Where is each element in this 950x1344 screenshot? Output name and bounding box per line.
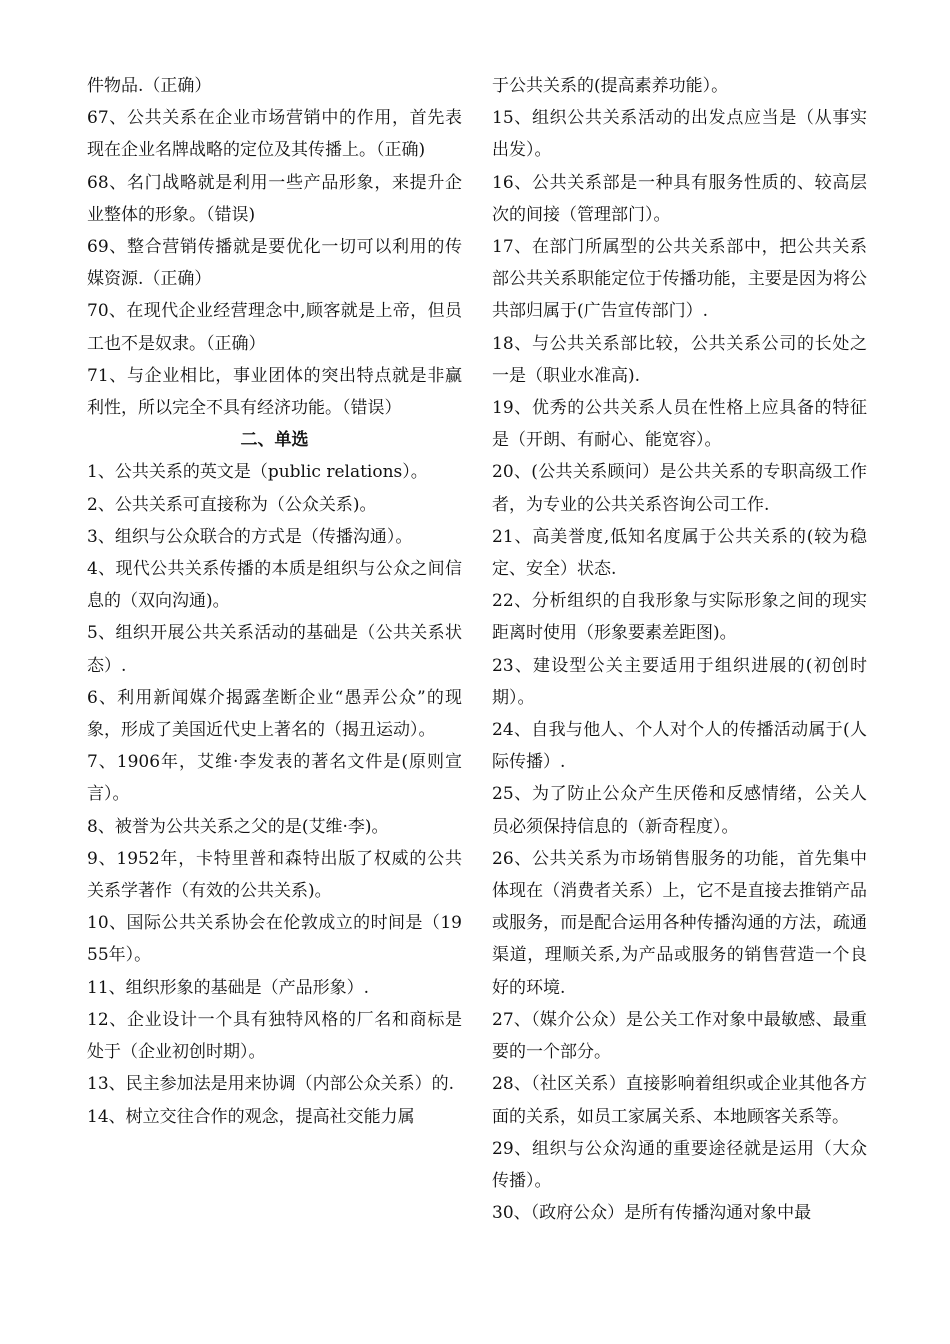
- list-item: 29、组织与公众沟通的重要途径就是运用（大众传播）。: [492, 1138, 867, 1191]
- list-item: 4、现代公共关系传播的本质是组织与公众之间信息的（双向沟通)。: [87, 559, 462, 612]
- list-item: 于公共关系的(提高素养功能）。: [492, 76, 729, 96]
- list-item: 22、分析组织的自我形象与实际形象之间的现实距离时使用（形象要素差距图)。: [492, 591, 867, 644]
- list-item: 25、为了防止公众产生厌倦和反感情绪，公关人员必须保持信息的（新奇程度）。: [492, 784, 867, 837]
- list-item: 18、与公共关系部比较，公共关系公司的长处之一是（职业水准高).: [492, 333, 867, 386]
- list-item: 19、优秀的公共关系人员在性格上应具备的特征是（开朗、有耐心、能宽容）。: [492, 398, 867, 451]
- list-item: 11、组织形象的基础是（产品形象）.: [87, 977, 370, 998]
- right-column: [492, 70, 867, 1229]
- list-item: 30、（政府公众）是所有传播沟通对象中最: [492, 1203, 812, 1224]
- list-item: 21、高美誉度,低知名度属于公共关系的(较为稳定、安全）状态.: [492, 526, 867, 580]
- list-item: 7、1906年，艾维·李发表的著名文件是(原则宣言）。: [87, 752, 462, 805]
- section-title: 二、单选: [240, 430, 309, 451]
- list-item: 13、民主参加法是用来协调（内部公众关系）的.: [87, 1074, 455, 1095]
- list-item: 69、整合营销传播就是要优化一切可以利用的传媒资源.（正确）: [87, 237, 462, 290]
- list-item: 件物品.（正确）: [87, 76, 212, 96]
- list-item: 1、公共关系的英文是（public relations）。: [87, 462, 428, 483]
- list-item: 23、建设型公关主要适用于组织进展的(初创时期）。: [492, 655, 867, 708]
- list-item: 2、公共关系可直接称为（公众关系)。: [87, 494, 377, 515]
- list-item: 27、（媒介公众）是公关工作对象中最敏感、最重要的一个部分。: [492, 1009, 867, 1063]
- list-item: 71、与企业相比，事业团体的突出特点就是非赢利性，所以完全不具有经济功能。（错误）: [87, 365, 462, 419]
- list-item: 17、在部门所属型的公共关系部中，把公共关系部公共关系职能定位于传播功能，主要是因为将公共部归属于(广告宣传部门）.: [492, 237, 867, 322]
- list-item: 3、组织与公众联合的方式是（传播沟通）。: [87, 526, 413, 547]
- list-item: 20、(公共关系顾问）是公共关系的专职高级工作者，为专业的公共关系咨询公司工作.: [492, 462, 867, 515]
- list-item: 70、在现代企业经营理念中,顾客就是上帝，但员工也不是奴隶。（正确）: [87, 301, 462, 354]
- list-item: 15、组织公共关系活动的出发点应当是（从事实出发）。: [492, 108, 867, 161]
- list-item: 68、名门战略就是利用一些产品形象，来提升企业整体的形象。（错误): [87, 172, 462, 225]
- left-column: [87, 70, 462, 1133]
- list-item: 24、自我与他人、个人对个人的传播活动属于(人际传播）.: [492, 720, 867, 773]
- list-item: 28、（社区关系）直接影响着组织或企业其他各方面的关系，如员工家属关系、本地顾客关系等。: [492, 1074, 867, 1127]
- list-item: 14、树立交往合作的观念，提高社交能力属: [87, 1106, 415, 1127]
- list-item: 8、被誉为公共关系之父的是(艾维·李)。: [87, 816, 389, 837]
- list-item: 6、利用新闻媒介揭露垄断企业“愚弄公众”的现象，形成了美国近代史上著名的（揭丑运动）。: [87, 687, 462, 741]
- list-item: 16、公共关系部是一种具有服务性质的、较高层次的间接（管理部门）。: [492, 172, 867, 225]
- list-item: 26、公共关系为市场销售服务的功能，首先集中体现在（消费者关系）上，它不是直接去推销产品或服务，而是配合运用各种传播沟通的方法，疏通渠道，理顺关系,为产品或服务的销售营造一个良好的环境.: [492, 848, 867, 998]
- list-item: 67、公共关系在企业市场营销中的作用，首先表现在企业名牌战略的定位及其传播上。（正确): [87, 108, 462, 161]
- list-item: 12、企业设计一个具有独特风格的厂名和商标是处于（企业初创时期）。: [87, 1009, 462, 1063]
- list-item: 9、1952年，卡特里普和森特出版了权威的公共关系学著作（有效的公共关系)。: [87, 848, 462, 902]
- list-item: 10、国际公共关系协会在伦敦成立的时间是（1955年）。: [87, 913, 462, 966]
- list-item: 5、组织开展公共关系活动的基础是（公共关系状态）.: [87, 623, 462, 676]
